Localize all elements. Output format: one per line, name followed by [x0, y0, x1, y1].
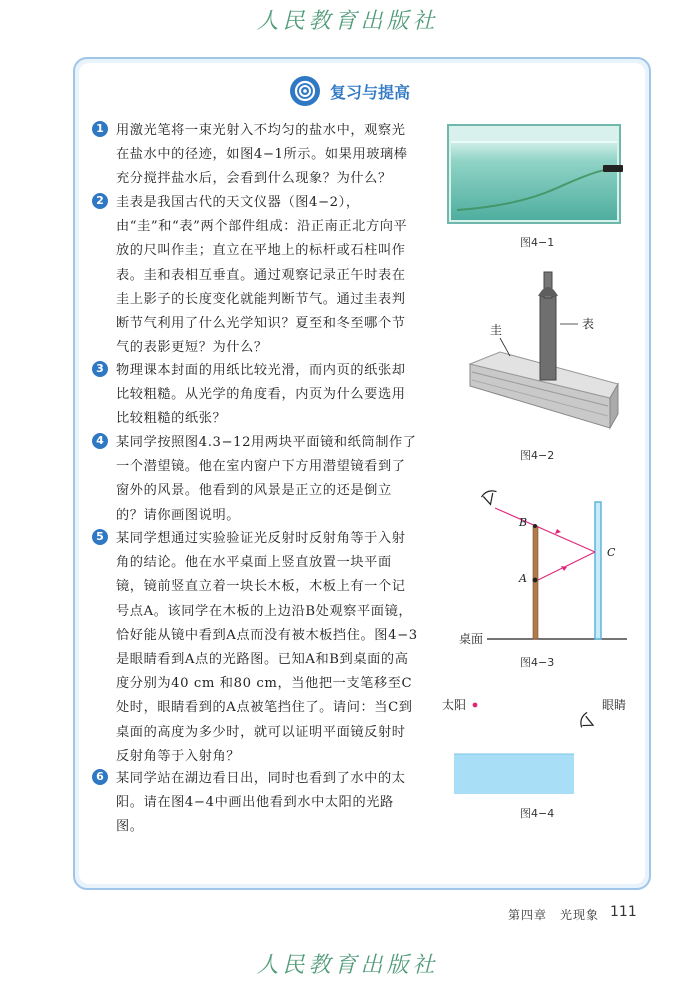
label-desk: 桌面	[459, 632, 484, 646]
question-number: 5	[92, 529, 108, 545]
label-a: A	[519, 572, 527, 585]
label-biao: 表	[582, 317, 595, 331]
question-number: 6	[92, 769, 108, 785]
question-1	[92, 119, 418, 192]
figure-laser-tank	[447, 124, 627, 224]
lake-water	[454, 754, 574, 794]
section-title: 复习与提高	[330, 82, 411, 102]
figure-mirror-board	[455, 486, 630, 648]
figure-caption: 图4−4	[520, 807, 555, 820]
label-eye: 眼睛	[602, 698, 627, 712]
question-text: 用激光笔将一束光射入不均匀的盐水中，观察光在盐水中的径迹，如图4−1所示。如果用玻璃棒充分搅拌盐水后，会看到什么现象？为什么？	[116, 123, 408, 187]
plane-mirror	[595, 502, 601, 639]
question-text: 某同学按照图4.3−12用两块平面镜和纸筒制作了一个潜望镜。他在室内窗户下方用潜望镜看到了窗外的风景。他看到的风景是正立的还是倒立的？请你画图说明。	[116, 435, 417, 523]
question-text: 某同学想通过实验验证光反射时反射角等于入射角的结论。他在水平桌面上竖直放置一块平面镜，镜前竖直立着一块长木板，木板上有一个记号点A。该同学在木板的上边沿B处观察平面镜，恰好能从镜中看到A点而没有被木板挡住。图4−3是眼睛看到A点的光路图。已知A和B到桌面的高度分别为40 cm 和80 cm，当他把一支笔移至C处时，眼睛看到的A点被笔挡住了。请问：当C到桌面的高度为多少时，就可以证明平面镜反射时反射角等于入射角？	[116, 531, 418, 764]
eye-icon	[579, 711, 597, 730]
question-text: 某同学站在湖边看日出，同时也看到了水中的太阳。请在图4−4中画出他看到水中太阳的光路图。	[116, 771, 406, 835]
question-5	[92, 527, 418, 769]
incident-ray	[538, 552, 595, 580]
label-sun: 太阳	[442, 698, 467, 712]
figure-sun-lake	[440, 692, 635, 804]
label-b: B	[519, 516, 528, 529]
figure-gnomon	[460, 268, 620, 440]
figure-caption: 图4−2	[520, 449, 555, 462]
question-6	[92, 767, 418, 840]
question-4	[92, 431, 418, 528]
question-3	[92, 359, 418, 432]
sun-point	[473, 703, 478, 708]
question-2	[92, 191, 418, 360]
page-number: 111	[610, 904, 637, 920]
label-gui: 圭	[490, 323, 503, 337]
label-c: C	[607, 546, 616, 559]
wooden-board	[533, 526, 538, 639]
question-text: 圭表是我国古代的天文仪器（图4−2），由“圭”和“表”两个部件组成：沿正南正北方向平放的尺叫作圭；直立在平地上的标杆或石柱叫作表。圭和表相互垂直。通过观察记录正午时表在圭上影子的长度变化就能判断节气。通过圭表判断节气利用了什么光学知识？夏至和冬至哪个节气的表影更短？为什么？	[116, 195, 408, 356]
figure-caption: 图4−1	[520, 236, 555, 249]
question-number: 2	[92, 193, 108, 209]
question-text: 物理课本封面的用纸比较光滑，而内页的纸张却比较粗糙。从光学的角度看，内页为什么要选用比较粗糙的纸张？	[116, 363, 406, 427]
laser-pointer	[603, 165, 623, 172]
reflected-ray	[495, 508, 595, 552]
biao-pillar	[540, 296, 556, 380]
eye-icon	[480, 489, 499, 507]
publisher-footer: 人民教育出版社	[256, 953, 439, 978]
point-b	[533, 524, 537, 528]
point-a	[533, 578, 538, 583]
question-number: 3	[92, 361, 108, 377]
chapter-label: 第四章 光现象	[508, 908, 600, 922]
publisher-header: 人民教育出版社	[256, 9, 439, 34]
target-icon	[290, 76, 320, 106]
section-heading	[290, 75, 410, 107]
figure-caption: 图4−3	[520, 656, 555, 669]
question-number: 1	[92, 121, 108, 137]
question-number: 4	[92, 433, 108, 449]
